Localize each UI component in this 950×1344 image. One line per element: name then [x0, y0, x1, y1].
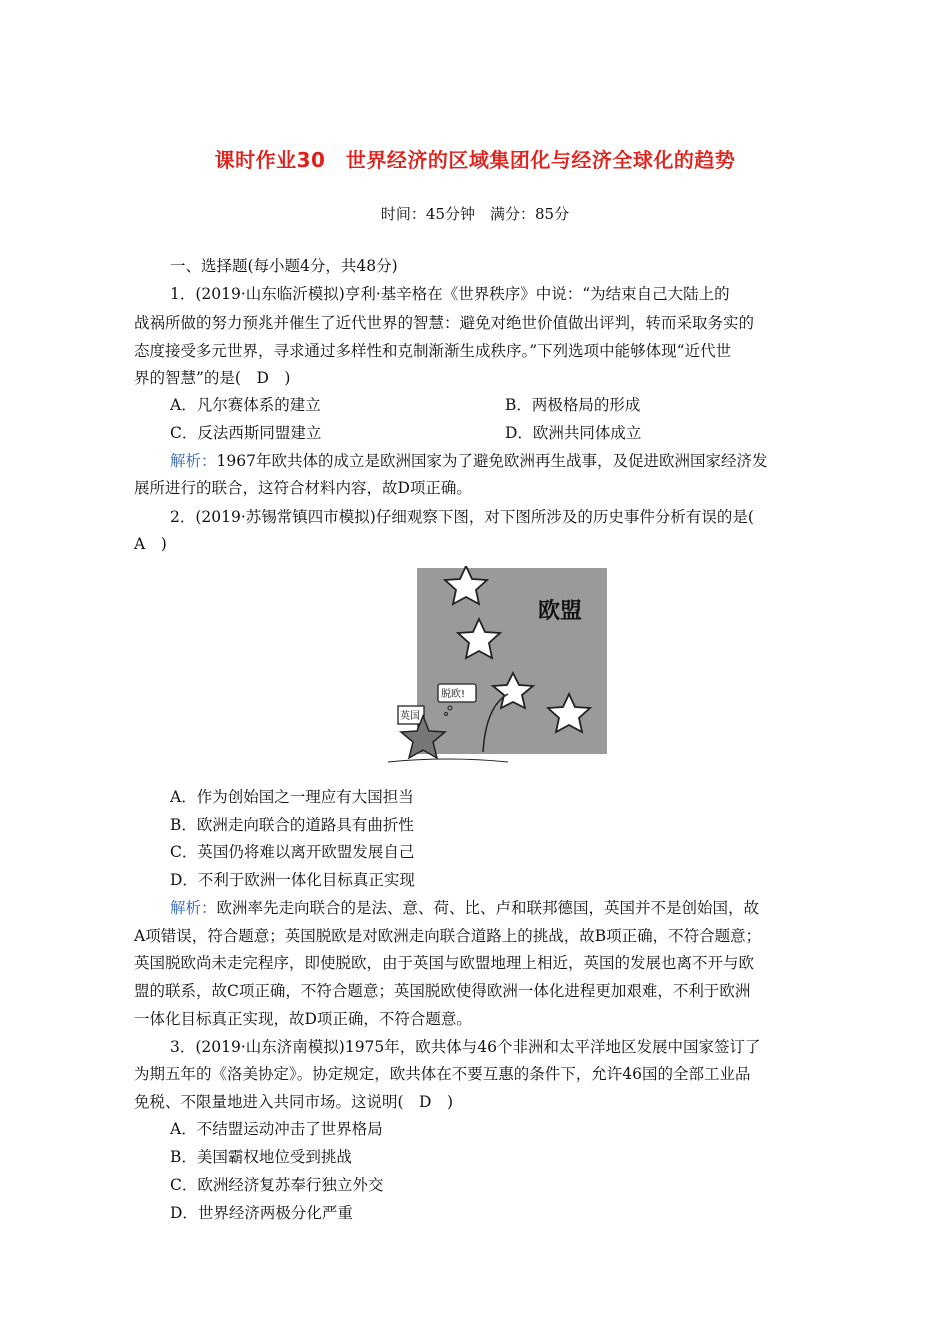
- uk-label: 英国: [400, 711, 420, 722]
- page-title: 课时作业30 世界经济的区域集团化与经济全球化的趋势: [214, 148, 736, 172]
- q2-analysis-line-2: A项错误，符合题意；英国脱欧是对欧洲走向联合道路上的挑战，故B项正确，不符合题意；: [134, 927, 762, 945]
- q2-option-d: D．不利于欧洲一体化目标真正实现: [170, 871, 415, 889]
- q2-option-a: A．作为创始国之一理应有大国担当: [170, 788, 414, 806]
- q2-option-b: B．欧洲走向联合的道路具有曲折性: [170, 816, 414, 834]
- ground-line: [388, 759, 508, 762]
- q1-analysis-line-1: [170, 451, 860, 471]
- brexit-cartoon: [388, 566, 610, 772]
- analysis-label: 解析：: [170, 899, 217, 917]
- q1-stem-line-2: 战祸所做的努力预兆并催生了近代世界的智慧：避免对绝世价值做出评判，转而采取务实的: [134, 314, 755, 332]
- q1-option-b: B．两极格局的形成: [505, 396, 641, 414]
- q2-analysis-line-1: [170, 898, 860, 918]
- q1-option-d: D．欧洲共同体成立: [505, 424, 642, 442]
- eu-label: 欧盟: [538, 599, 583, 624]
- q3-stem-line-1: 3．(2019·山东济南模拟)1975年，欧共体与46个非洲和太平洋地区发展中国家签订了: [170, 1038, 761, 1056]
- cartoon-svg: [388, 566, 610, 772]
- q2-analysis-line-4: 盟的联系，故C项正确，不符合题意；英国脱欧使得欧洲一体化进程更加艰难，不利于欧洲: [134, 982, 751, 1000]
- analysis-text: 欧洲率先走向联合的是法、意、荷、比、卢和联邦德国，英国并不是创始国，故: [216, 899, 760, 917]
- q3-option-a: A．不结盟运动冲击了世界格局: [170, 1120, 383, 1138]
- q2-stem-line-2: A ): [134, 535, 167, 553]
- q1-stem-line-4: 界的智慧”的是( D ): [134, 369, 291, 387]
- q1-option-a: A．凡尔赛体系的建立: [170, 396, 321, 414]
- q2-analysis-line-5: 一体化目标真正实现，故D项正确，不符合题意。: [134, 1010, 472, 1028]
- section-heading: 一、选择题(每小题4分，共48分): [170, 257, 398, 275]
- analysis-text: 1967年欧共体的成立是欧洲国家为了避免欧洲再生战事，及促进欧洲国家经济发: [216, 452, 768, 470]
- q3-stem-line-2: 为期五年的《洛美协定》。协定规定，欧共体在不要互惠的条件下，允许46国的全部工业品: [134, 1065, 751, 1083]
- q3-option-c: C．欧洲经济复苏奉行独立外交: [170, 1176, 384, 1194]
- q2-option-c: C．英国仍将难以离开欧盟发展自己: [170, 843, 415, 861]
- q3-stem-line-3: 免税、不限量地进入共同市场。这说明( D ): [134, 1093, 454, 1111]
- exam-time-score: 时间：45分钟 满分：85分: [380, 205, 570, 223]
- q3-option-d: D．世界经济两极分化严重: [170, 1204, 353, 1222]
- q2-stem-line-1: 2．(2019·苏锡常镇四市模拟)仔细观察下图，对下图所涉及的历史事件分析有误的是(: [170, 508, 754, 526]
- q2-analysis-line-3: 英国脱欧尚未走完程序，即使脱欧，由于英国与欧盟地理上相近，英国的发展也离不开与欧: [134, 954, 755, 972]
- q1-stem-line-3: 态度接受多元世界，寻求通过多样性和克制渐渐生成秩序。”下列选项中能够体现“近代世: [134, 342, 732, 360]
- analysis-label: 解析：: [170, 452, 217, 470]
- speech-text: 脱欧!: [441, 689, 466, 700]
- q1-option-c: C．反法西斯同盟建立: [170, 424, 322, 442]
- q1-stem-line-1: 1．(2019·山东临沂模拟)亨利·基辛格在《世界秩序》中说：“为结束自己大陆上的: [170, 285, 730, 303]
- q1-analysis-line-2: 展所进行的联合，这符合材料内容，故D项正确。: [134, 479, 472, 497]
- q3-option-b: B．美国霸权地位受到挑战: [170, 1148, 352, 1166]
